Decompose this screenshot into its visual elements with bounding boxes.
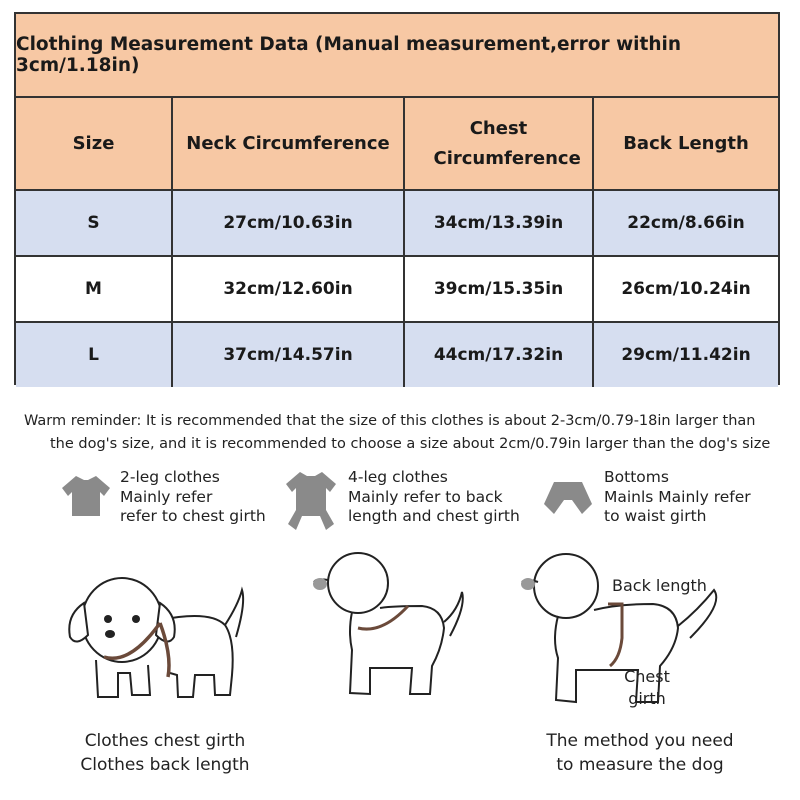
neck-cell: 27cm/10.63in	[173, 191, 405, 255]
reminder-line-2: the dog's size, and it is recommended to choose a size about 2cm/0.79in larger than the dog's size	[50, 436, 771, 452]
back-cell: 22cm/8.66in	[627, 213, 745, 233]
table-header-row	[16, 98, 778, 191]
type-desc: to waist girth	[604, 507, 707, 525]
chest-cell: 39cm/15.35in	[405, 257, 594, 321]
type-title: Bottoms	[604, 468, 669, 486]
reminder-line-1: Warm reminder: It is recommended that the size of this clothes is about 2-3cm/0.79-18in larger than	[24, 413, 756, 429]
type-desc: Mainly refer	[120, 487, 213, 506]
table-row	[16, 191, 778, 257]
two-leg-shirt-icon	[60, 470, 112, 520]
back-cell: 26cm/10.24in	[621, 279, 751, 299]
four-leg-shirt-icon	[282, 470, 340, 532]
type-desc: length and chest girth	[348, 507, 520, 525]
table-row	[16, 323, 778, 387]
table-row	[16, 257, 778, 323]
two-leg-clothes-type	[60, 470, 266, 527]
right-caption: The method you need to measure the dog	[546, 731, 734, 775]
type-desc: Mainly refer to back	[348, 487, 503, 506]
bottoms-type	[540, 470, 751, 527]
back-cell: 29cm/11.42in	[621, 345, 751, 365]
left-caption: Clothes chest girth Clothes back length	[80, 731, 250, 775]
type-desc: refer to chest girth	[120, 507, 266, 525]
front-view-dog-illustration	[60, 565, 255, 715]
chest-girth-label: Chest girth	[624, 667, 670, 708]
type-title: 4-leg clothes	[348, 468, 448, 486]
table-title: Clothing Measurement Data (Manual measurement,error within 3cm/1.18in)	[16, 14, 778, 98]
side-view-dog-illustration	[312, 548, 477, 713]
bottoms-icon	[540, 470, 596, 518]
neck-cell: 32cm/12.60in	[173, 257, 405, 321]
warm-reminder	[0, 410, 800, 456]
header-neck: Neck Circumference	[173, 98, 405, 189]
size-cell: M	[16, 257, 173, 321]
back-length-label: Back length	[612, 576, 707, 595]
chest-cell: 44cm/17.32in	[405, 323, 594, 387]
size-cell: S	[16, 191, 173, 255]
header-size: Size	[16, 98, 173, 189]
chest-cell: 34cm/13.39in	[405, 191, 594, 255]
header-back: Back Length	[623, 132, 749, 154]
type-desc: Mainls Mainly refer	[604, 487, 751, 506]
measurement-table	[14, 12, 780, 385]
header-chest: Chest Circumference	[405, 98, 594, 189]
four-leg-clothes-type	[282, 470, 520, 532]
size-cell: L	[16, 323, 173, 387]
type-title: 2-leg clothes	[120, 468, 220, 486]
neck-cell: 37cm/14.57in	[173, 323, 405, 387]
